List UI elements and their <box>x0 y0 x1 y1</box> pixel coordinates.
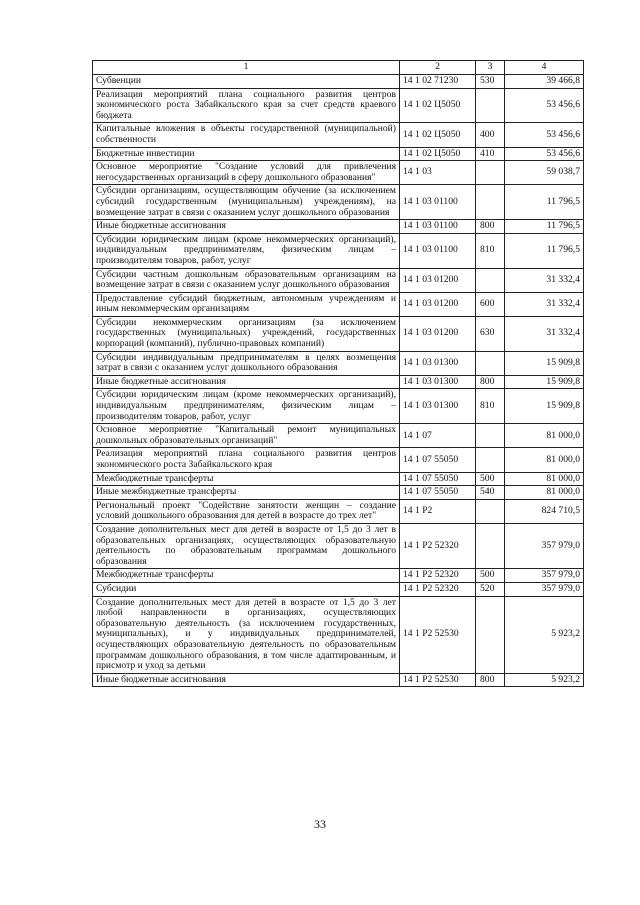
row-type-cell: 410 <box>476 147 505 161</box>
column-header-amount: 4 <box>505 61 584 75</box>
row-type-cell <box>476 499 505 523</box>
row-code-cell: 14 1 03 01300 <box>400 351 476 375</box>
row-amount-cell: 81 000,0 <box>505 424 584 448</box>
table-row <box>93 185 584 220</box>
row-name-cell: Субсидии юридическим лицам (кроме некоммерческих организаций), индивидуальным предпринимателям, физическим лицам – производителям товаров, работ, услуг <box>93 233 400 268</box>
row-amount-cell: 81 000,0 <box>505 486 584 500</box>
budget-table-container <box>92 60 583 687</box>
row-name-cell: Предоставление субсидий бюджетным, автономным учреждениям и иным некоммерческим организациям <box>93 292 400 316</box>
row-name-cell: Субсидии частным дошкольным образовательным организациям на возмещение затрат в связи с оказанием услуг дошкольного образования <box>93 268 400 292</box>
row-code-cell: 14 1 P2 52320 <box>400 582 476 596</box>
row-code-cell: 14 1 P2 52530 <box>400 673 476 687</box>
row-code-cell: 14 1 03 <box>400 161 476 185</box>
row-amount-cell: 39 466,8 <box>505 75 584 89</box>
row-code-cell: 14 1 P2 52320 <box>400 569 476 583</box>
row-name-cell: Субвенции <box>93 75 400 89</box>
row-name-cell: Субсидии индивидуальным предпринимателям в целях возмещения затрат в связи с оказанием услуг дошкольного образования <box>93 351 400 375</box>
row-type-cell: 500 <box>476 472 505 486</box>
row-amount-cell: 31 332,4 <box>505 292 584 316</box>
row-amount-cell: 15 909,8 <box>505 351 584 375</box>
row-code-cell: 14 1 03 01300 <box>400 389 476 424</box>
row-type-cell: 530 <box>476 75 505 89</box>
row-code-cell: 14 1 07 <box>400 424 476 448</box>
row-code-cell: 14 1 02 Ц5050 <box>400 147 476 161</box>
row-type-cell <box>476 523 505 568</box>
row-name-cell: Создание дополнительных мест для детей в возрасте от 1,5 до 3 лет в образовательных организациях, осуществляющих образовательную деятельность по образовательным программам дошкольного образования <box>93 523 400 568</box>
table-row <box>93 268 584 292</box>
row-amount-cell: 15 909,8 <box>505 375 584 389</box>
row-name-cell: Создание дополнительных мест для детей в возрасте от 1,5 до 3 лет любой направленности в организациях, осуществляющих образовательную деятельность (за исключением государственных, муниципальных), и у индивидуальных предпринимателей, осуществляющих образовательную деятельность по образовательным программам дошкольного образования, в том числе адаптированным, и присмотр и уход за детьми <box>93 596 400 673</box>
row-code-cell: 14 1 02 Ц5050 <box>400 123 476 147</box>
row-name-cell: Межбюджетные трансферты <box>93 569 400 583</box>
row-code-cell: 14 1 02 71230 <box>400 75 476 89</box>
row-code-cell: 14 1 P2 <box>400 499 476 523</box>
table-row <box>93 596 584 673</box>
row-amount-cell: 11 796,5 <box>505 233 584 268</box>
row-amount-cell: 59 038,7 <box>505 161 584 185</box>
row-type-cell: 520 <box>476 582 505 596</box>
table-row <box>93 375 584 389</box>
row-name-cell: Субсидии некоммерческим организациям (за исключением государственных (муниципальных) учреждений, государственных корпораций (компаний), публично-правовых компаний) <box>93 316 400 351</box>
row-code-cell: 14 1 03 01100 <box>400 220 476 234</box>
row-amount-cell: 31 332,4 <box>505 316 584 351</box>
row-amount-cell: 31 332,4 <box>505 268 584 292</box>
row-amount-cell: 81 000,0 <box>505 448 584 472</box>
row-type-cell: 800 <box>476 673 505 687</box>
row-type-cell: 800 <box>476 375 505 389</box>
table-row <box>93 523 584 568</box>
table-row <box>93 292 584 316</box>
row-amount-cell: 11 796,5 <box>505 185 584 220</box>
row-code-cell: 14 1 P2 52320 <box>400 523 476 568</box>
row-code-cell: 14 1 P2 52530 <box>400 596 476 673</box>
row-amount-cell: 53 456,6 <box>505 88 584 123</box>
table-row <box>93 123 584 147</box>
row-type-cell <box>476 351 505 375</box>
row-type-cell: 810 <box>476 389 505 424</box>
row-name-cell: Иные бюджетные ассигнования <box>93 673 400 687</box>
row-name-cell: Капитальные вложения в объекты государственной (муниципальной) собственности <box>93 123 400 147</box>
column-header-code: 2 <box>400 61 476 75</box>
row-code-cell: 14 1 07 55050 <box>400 472 476 486</box>
table-row <box>93 75 584 89</box>
page-number: 33 <box>314 817 326 831</box>
table-row <box>93 233 584 268</box>
row-type-cell: 500 <box>476 569 505 583</box>
row-name-cell: Межбюджетные трансферты <box>93 472 400 486</box>
table-row <box>93 88 584 123</box>
row-type-cell: 630 <box>476 316 505 351</box>
row-name-cell: Реализация мероприятий плана социального развития центров экономического роста Забайкальского края за счет средств краевого бюджета <box>93 88 400 123</box>
row-name-cell: Основное мероприятие "Капитальный ремонт муниципальных дошкольных образовательных организаций" <box>93 424 400 448</box>
row-amount-cell: 53 456,6 <box>505 147 584 161</box>
table-row <box>93 351 584 375</box>
table-row <box>93 161 584 185</box>
row-amount-cell: 5 923,2 <box>505 673 584 687</box>
budget-table <box>92 60 584 687</box>
row-name-cell: Региональный проект "Содействие занятости женщин – создание условий дошкольного образования для детей в возрасте до трех лет" <box>93 499 400 523</box>
row-amount-cell: 53 456,6 <box>505 123 584 147</box>
row-amount-cell: 357 979,0 <box>505 523 584 568</box>
table-row <box>93 472 584 486</box>
row-name-cell: Иные межбюджетные трансферты <box>93 486 400 500</box>
row-code-cell: 14 1 07 55050 <box>400 486 476 500</box>
table-row <box>93 220 584 234</box>
row-type-cell <box>476 88 505 123</box>
row-type-cell: 600 <box>476 292 505 316</box>
row-type-cell <box>476 596 505 673</box>
row-type-cell <box>476 448 505 472</box>
table-row <box>93 582 584 596</box>
row-amount-cell: 824 710,5 <box>505 499 584 523</box>
row-name-cell: Субсидии организациям, осуществляющим обучение (за исключением субсидий государственным (муниципальным) учреждениям), на возмещение затрат в связи с оказанием услуг дошкольного образования <box>93 185 400 220</box>
row-type-cell: 810 <box>476 233 505 268</box>
row-type-cell: 800 <box>476 220 505 234</box>
row-name-cell: Иные бюджетные ассигнования <box>93 375 400 389</box>
row-amount-cell: 357 979,0 <box>505 582 584 596</box>
table-header-row <box>93 61 584 75</box>
row-name-cell: Основное мероприятие "Создание условий для привлечения негосударственных организаций в сферу дошкольного образования" <box>93 161 400 185</box>
row-amount-cell: 357 979,0 <box>505 569 584 583</box>
row-code-cell: 14 1 02 Ц5050 <box>400 88 476 123</box>
table-row <box>93 569 584 583</box>
table-row <box>93 424 584 448</box>
row-code-cell: 14 1 03 01200 <box>400 292 476 316</box>
table-row <box>93 673 584 687</box>
row-type-cell <box>476 268 505 292</box>
column-header-name: 1 <box>93 61 400 75</box>
row-amount-cell: 81 000,0 <box>505 472 584 486</box>
row-type-cell <box>476 161 505 185</box>
row-type-cell: 400 <box>476 123 505 147</box>
row-name-cell: Иные бюджетные ассигнования <box>93 220 400 234</box>
row-name-cell: Субсидии <box>93 582 400 596</box>
row-code-cell: 14 1 03 01100 <box>400 185 476 220</box>
table-row <box>93 486 584 500</box>
row-code-cell: 14 1 07 55050 <box>400 448 476 472</box>
table-row <box>93 147 584 161</box>
row-code-cell: 14 1 03 01300 <box>400 375 476 389</box>
row-code-cell: 14 1 03 01200 <box>400 268 476 292</box>
row-code-cell: 14 1 03 01200 <box>400 316 476 351</box>
row-type-cell: 540 <box>476 486 505 500</box>
row-name-cell: Реализация мероприятий плана социального развития центров экономического роста Забайкальского края <box>93 448 400 472</box>
table-row <box>93 316 584 351</box>
table-row <box>93 499 584 523</box>
row-amount-cell: 15 909,8 <box>505 389 584 424</box>
row-name-cell: Бюджетные инвестиции <box>93 147 400 161</box>
table-row <box>93 389 584 424</box>
row-amount-cell: 5 923,2 <box>505 596 584 673</box>
row-name-cell: Субсидии юридическим лицам (кроме некоммерческих организаций), индивидуальным предпринимателям, физическим лицам – производителям товаров, работ, услуг <box>93 389 400 424</box>
column-header-type: 3 <box>476 61 505 75</box>
row-amount-cell: 11 796,5 <box>505 220 584 234</box>
row-type-cell <box>476 424 505 448</box>
table-row <box>93 448 584 472</box>
row-type-cell <box>476 185 505 220</box>
row-code-cell: 14 1 03 01100 <box>400 233 476 268</box>
